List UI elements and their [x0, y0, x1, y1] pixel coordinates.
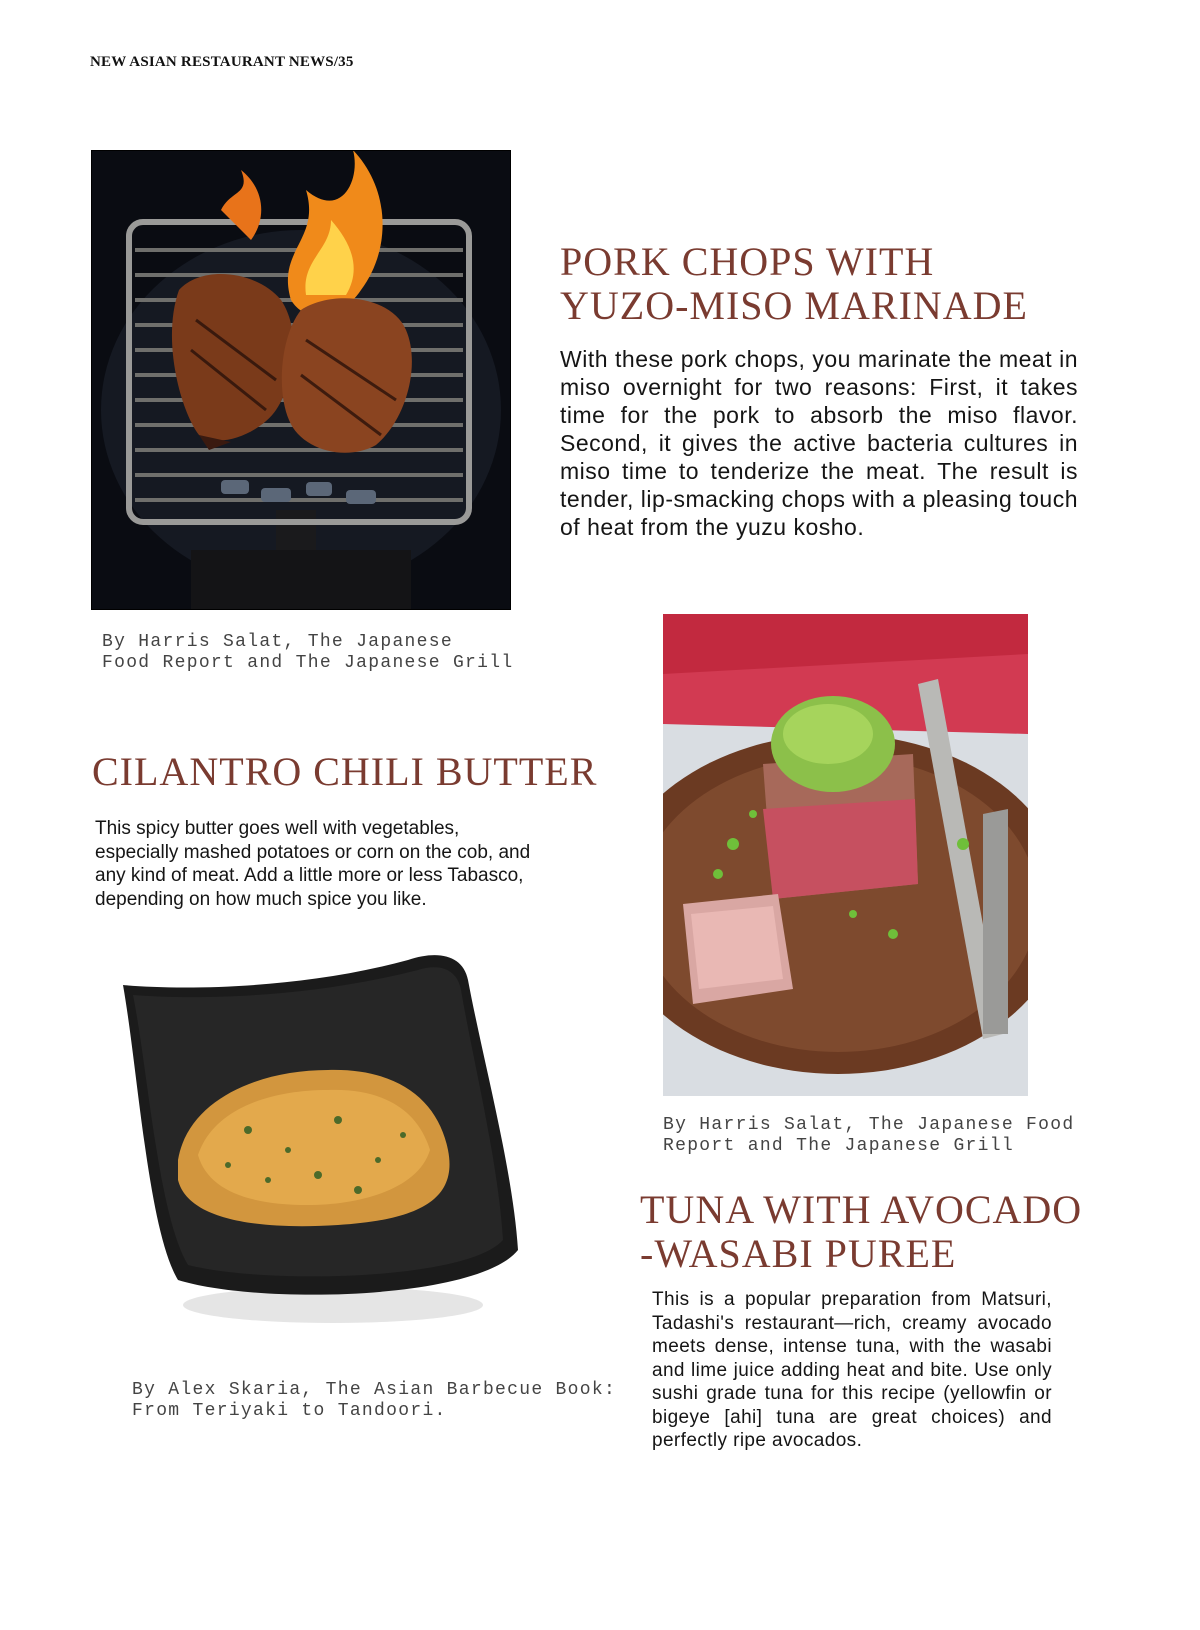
- page-header: NEW ASIAN RESTAURANT NEWS/35: [90, 54, 354, 70]
- pork-chops-title: [560, 240, 1180, 328]
- tuna-body: This is a popular preparation from Matsuri, Tadashi's restaurant—rich, creamy avocado meets dense, intense tuna, with the wasabi and lime juice adding heat and bite. Use only sushi grade tuna for this recipe (yellowfin or bigeye [ahi] tuna are great choices) and perfectly ripe avocados.: [652, 1289, 1052, 1451]
- cilantro-butter-credit-line-1: By Alex Skaria, The Asian Barbecue Book:: [132, 1380, 617, 1400]
- cilantro-butter-title: CILANTRO CHILI BUTTER: [92, 749, 598, 794]
- tuna-credit-line-2: Report and The Japanese Grill: [663, 1136, 1014, 1156]
- pork-chops-credit-line-2: Food Report and The Japanese Grill: [102, 653, 514, 673]
- pork-chops-photo: [91, 150, 511, 610]
- pork-chops-title-line-1: PORK CHOPS WITH: [560, 239, 935, 284]
- cilantro-butter-body: This spicy butter goes well with vegetables, especially mashed potatoes or corn on the cob, and any kind of meat. Add a little more or less Tabasco, depending on how much spice you like.: [95, 818, 531, 910]
- pork-chops-credit: [102, 632, 513, 674]
- cilantro-butter-credit: [132, 1380, 616, 1422]
- tuna-photo: [663, 614, 1028, 1096]
- pork-chops-title-line-2: YUZO-MISO MARINADE: [560, 283, 1028, 328]
- pork-chops-body: With these pork chops, you marinate the meat in miso overnight for two reasons: First, it takes time for the pork to absorb the miso flavor. Second, it gives the active bacteria cultures in miso time to tenderize the meat. The result is tender, lip-smacking chops with a pleasing touch of heat from the yuzu kosho.: [560, 346, 1078, 540]
- tuna-credit: [663, 1115, 1074, 1157]
- pork-chops-credit-line-1: By Harris Salat, The Japanese: [102, 632, 453, 652]
- tuna-title: [640, 1188, 1160, 1276]
- cilantro-butter-credit-line-2: From Teriyaki to Tandoori.: [132, 1401, 447, 1421]
- tuna-credit-line-1: By Harris Salat, The Japanese Food: [663, 1115, 1075, 1135]
- tuna-title-line-1: TUNA WITH AVOCADO: [640, 1187, 1083, 1232]
- cilantro-butter-photo: [118, 950, 538, 1345]
- tuna-title-line-2: -WASABI PUREE: [640, 1231, 957, 1276]
